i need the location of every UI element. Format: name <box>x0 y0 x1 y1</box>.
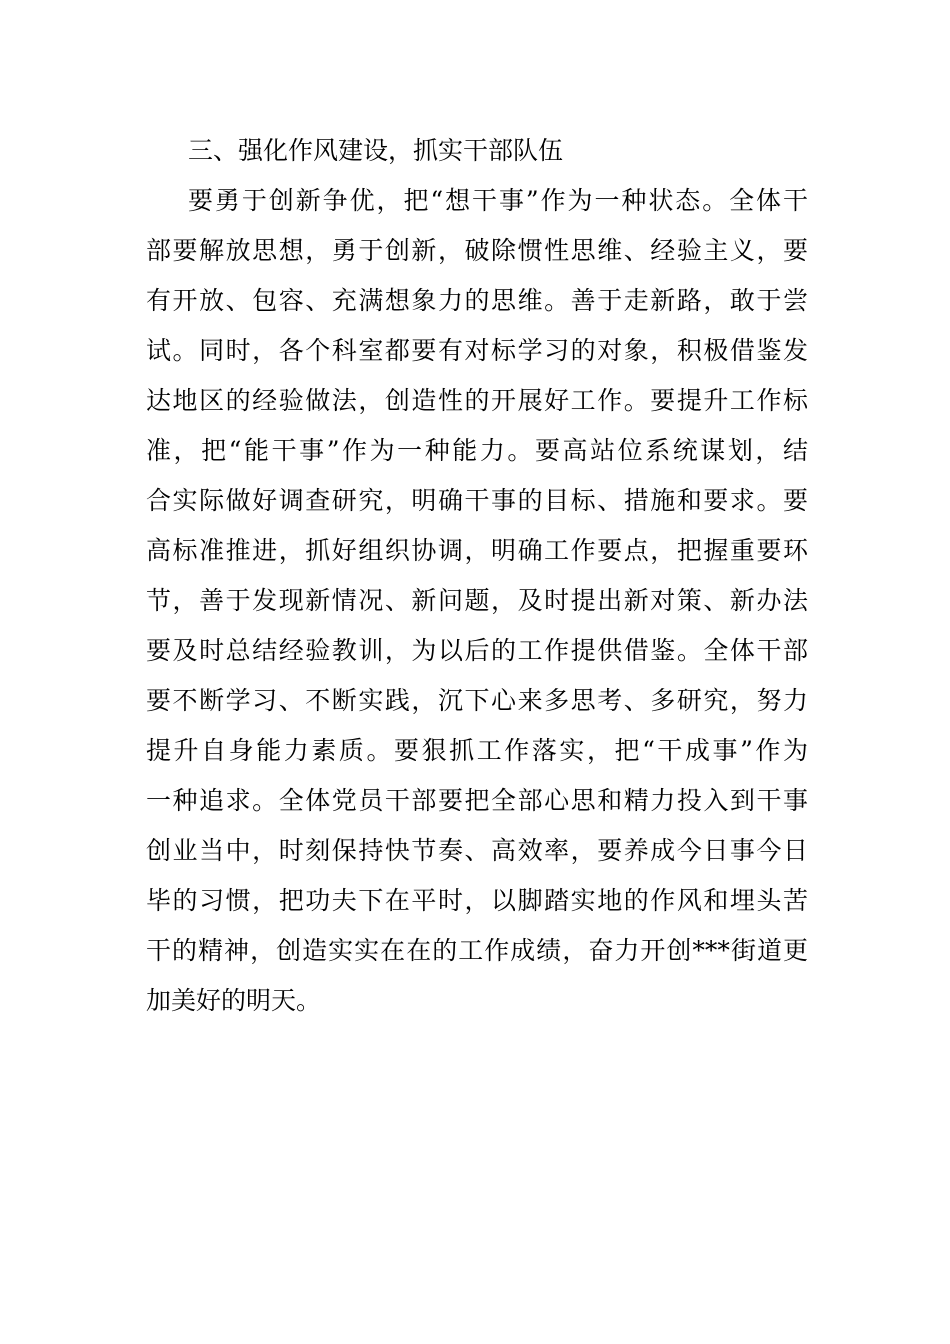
paragraph-line: 毕的习惯，把功夫下在平时，以脚踏实地的作风和埋头苦 <box>146 886 808 915</box>
paragraph-line: 要勇于创新争优，把“想干事”作为一种状态。全体干 <box>188 186 808 215</box>
paragraph-line: 创业当中，时刻保持快节奏、高效率，要养成今日事今日 <box>146 836 808 865</box>
paragraph-line: 干的精神，创造实实在在的工作成绩，奋力开创***街道更 <box>146 936 808 965</box>
paragraph-line: 节，善于发现新情况、新问题，及时提出新对策、新办法 <box>146 586 808 615</box>
paragraph-line: 加美好的明天。 <box>146 986 322 1015</box>
paragraph-line: 准，把“能干事”作为一种能力。要高站位系统谋划，结 <box>146 436 808 465</box>
paragraph-line: 一种追求。全体党员干部要把全部心思和精力投入到干事 <box>146 786 808 815</box>
paragraph-line: 有开放、包容、充满想象力的思维。善于走新路，敢于尝 <box>146 286 808 315</box>
paragraph-line: 高标准推进，抓好组织协调，明确工作要点，把握重要环 <box>146 536 808 565</box>
paragraph-line: 要不断学习、不断实践，沉下心来多思考、多研究，努力 <box>146 686 808 715</box>
paragraph-line: 达地区的经验做法，创造性的开展好工作。要提升工作标 <box>146 386 808 415</box>
paragraph-line: 合实际做好调查研究，明确干事的目标、措施和要求。要 <box>146 486 808 515</box>
paragraph-line: 要及时总结经验教训，为以后的工作提供借鉴。全体干部 <box>146 636 808 665</box>
paragraph-line: 提升自身能力素质。要狠抓工作落实，把“干成事”作为 <box>146 736 808 765</box>
paragraph-line: 试。同时，各个科室都要有对标学习的对象，积极借鉴发 <box>146 336 808 365</box>
section-heading: 三、强化作风建设，抓实干部队伍 <box>188 136 564 165</box>
document-body <box>146 126 808 1026</box>
paragraph-line: 部要解放思想，勇于创新，破除惯性思维、经验主义，要 <box>146 236 808 265</box>
